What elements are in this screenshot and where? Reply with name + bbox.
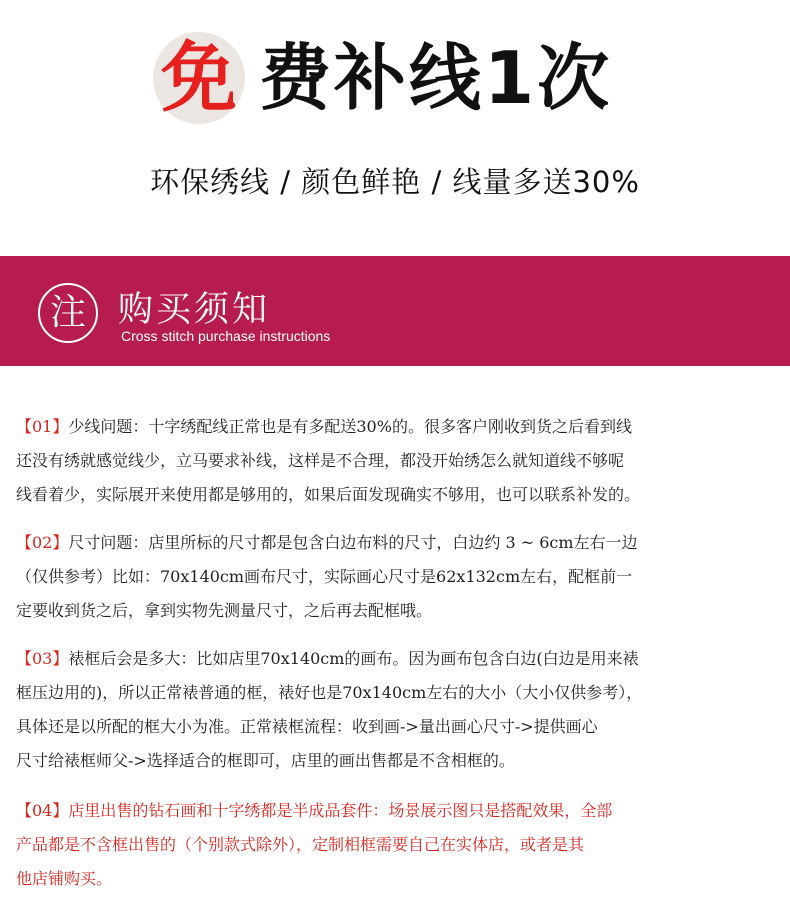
notice-line: （仅供参考）比如：70x140cm画布尺寸，实际画心尺寸是62x132cm左右，配框前一 <box>16 567 633 586</box>
banner-title: 购买须知 <box>118 290 271 330</box>
notice-item-04 <box>16 794 776 896</box>
purchase-notice-banner <box>0 256 790 366</box>
notice-tag: 【03】 <box>16 649 69 668</box>
notice-line: 【02】尺寸问题：店里所标的尺寸都是包含白边布料的尺寸，白边约 3 ~ 6cm左右一边 <box>16 533 638 552</box>
notice-circle-icon <box>38 283 98 343</box>
notice-line: 线看着少，实际展开来使用都是够用的，如果后面发现确实不够用，也可以联系补发的。 <box>16 485 641 504</box>
notice-tag: 【02】 <box>16 533 69 552</box>
notice-line: 定要收到货之后，拿到实物先测量尺寸，之后再去配框哦。 <box>16 601 433 620</box>
notice-line: 【04】店里出售的钻石画和十字绣都是半成品套件：场景展示图只是搭配效果，全部 <box>16 801 613 820</box>
notice-tag: 【01】 <box>16 417 69 436</box>
notice-line: 产品都是不含框出售的（个别款式除外），定制相框需要自己在实体店，或者是其 <box>16 835 585 854</box>
notice-item-01 <box>16 410 776 512</box>
notice-line: 具体还是以所配的框大小为准。正常裱框流程：收到画->量出画心尺寸->提供画心 <box>16 717 598 736</box>
notice-line: 框压边用的)，所以正常裱普通的框，裱好也是70x140cm左右的大小（大小仅供参考）， <box>16 683 643 702</box>
notice-line: 尺寸给裱框师父->选择适合的框即可，店里的画出售都是不含相框的。 <box>16 751 515 770</box>
free-char: 免 <box>161 33 237 122</box>
hero-title: 费补线1次 <box>259 36 613 120</box>
notice-tag: 【04】 <box>16 801 69 820</box>
hero-section <box>0 0 790 256</box>
notice-item-02 <box>16 526 776 628</box>
notice-circle-char: 注 <box>49 292 86 333</box>
notice-item-03 <box>16 642 776 778</box>
notice-line: 【01】少线问题：十字绣配线正常也是有多配送30%的。很多客户刚收到货之后看到线 <box>16 417 632 436</box>
banner-subtitle: Cross stitch purchase instructions <box>121 328 331 344</box>
notice-line: 还没有绣就感觉线少，立马要求补线，这样是不合理，都没开始绣怎么就知道线不够呢 <box>16 451 625 470</box>
hero-title-row <box>153 28 612 128</box>
notice-line: 【03】裱框后会是多大：比如店里70x140cm的画布。因为画布包含白边(白边是用来裱 <box>16 649 639 668</box>
notice-content <box>0 366 790 910</box>
free-badge <box>153 32 245 124</box>
hero-subtitle: 环保绣线 / 颜色鲜艳 / 线量多送30% <box>150 165 640 199</box>
notice-line: 他店铺购买。 <box>16 869 113 888</box>
